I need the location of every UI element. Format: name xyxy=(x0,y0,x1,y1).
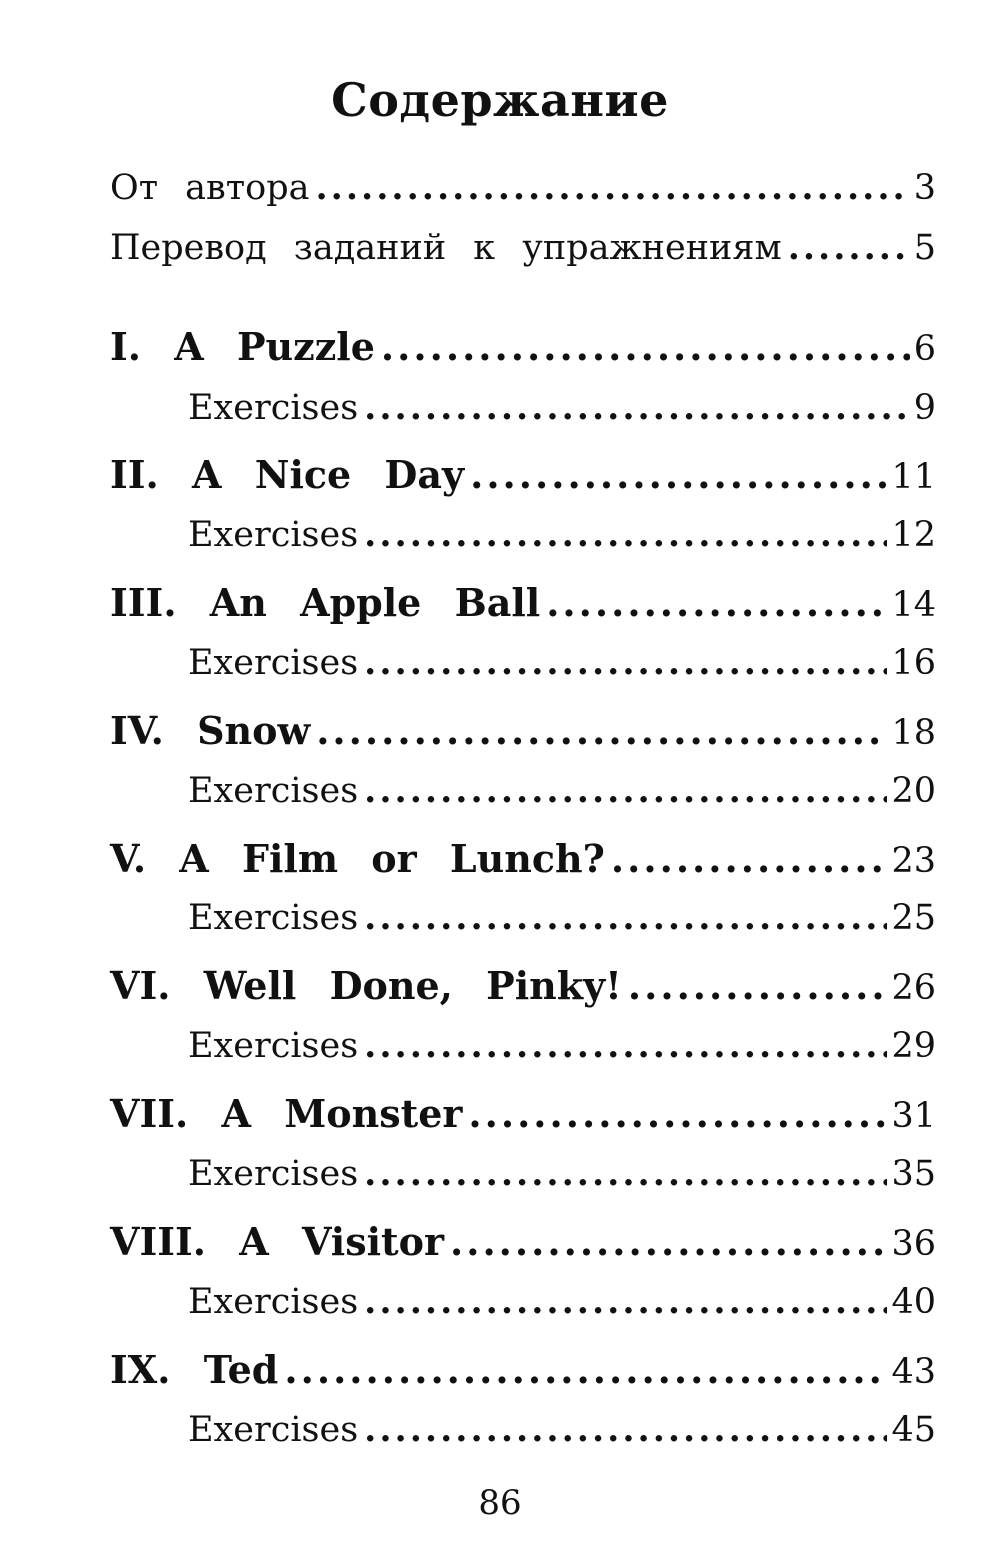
toc-chapter-4[interactable] xyxy=(110,708,936,758)
toc-chapter-title: VI. Well Done, Pinky! xyxy=(110,963,622,1008)
toc-chapter-1[interactable] xyxy=(110,324,936,374)
toc-chapter-title: IX. Ted xyxy=(110,1347,279,1392)
dot-leader xyxy=(316,708,887,753)
toc-exercises-page: 35 xyxy=(891,1154,936,1194)
toc-exercises-2[interactable] xyxy=(188,514,936,564)
toc-exercises-page: 12 xyxy=(891,515,936,555)
toc-chapter-9[interactable] xyxy=(110,1347,936,1397)
toc-exercises-5[interactable] xyxy=(188,897,936,947)
toc-chapter-page: 6 xyxy=(913,329,936,369)
dot-leader xyxy=(628,963,888,1008)
toc-chapter-page: 23 xyxy=(891,841,936,881)
toc-exercises-page: 9 xyxy=(913,388,936,428)
toc-exercises-title: Exercises xyxy=(188,1282,359,1322)
dot-leader xyxy=(364,897,887,938)
toc-chapter-title: VIII. A Visitor xyxy=(110,1219,444,1264)
toc-exercises-page: 20 xyxy=(891,771,936,811)
toc-exercises-page: 45 xyxy=(891,1410,936,1450)
toc-chapter-title: II. A Nice Day xyxy=(110,452,465,497)
toc-chapter-title: V. A Film or Lunch? xyxy=(110,836,605,881)
toc-exercises-title: Exercises xyxy=(188,771,359,811)
toc-chapter-page: 26 xyxy=(891,968,936,1008)
toc-chapter-title: III. An Apple Ball xyxy=(110,580,541,625)
toc-exercises-9[interactable] xyxy=(188,1409,936,1459)
dot-leader xyxy=(364,1025,887,1066)
dot-leader xyxy=(364,1281,887,1322)
toc-chapter-title: IV. Snow xyxy=(110,708,311,753)
dot-leader xyxy=(470,452,887,497)
toc-chapter-5[interactable] xyxy=(110,836,936,886)
toc-chapter-page: 11 xyxy=(891,457,936,497)
toc-chapter-page: 43 xyxy=(891,1352,936,1392)
toc-exercises-8[interactable] xyxy=(188,1281,936,1331)
dot-leader xyxy=(364,642,887,683)
toc-chapter-title: VII. A Monster xyxy=(110,1091,463,1136)
toc-chapter-title: I. A Puzzle xyxy=(110,324,375,369)
toc-exercises-4[interactable] xyxy=(188,770,936,820)
toc-entry-translation[interactable] xyxy=(110,227,936,277)
toc-chapter-8[interactable] xyxy=(110,1219,936,1269)
toc-chapter-page: 31 xyxy=(891,1096,936,1136)
dot-leader xyxy=(381,324,910,369)
toc-exercises-page: 40 xyxy=(891,1282,936,1322)
page-title: Содержание xyxy=(331,73,669,127)
toc-chapter-page: 36 xyxy=(891,1224,936,1264)
toc-exercises-7[interactable] xyxy=(188,1153,936,1203)
toc-exercises-title: Exercises xyxy=(188,1410,359,1450)
toc-exercises-3[interactable] xyxy=(188,642,936,692)
toc-exercises-1[interactable] xyxy=(188,387,936,437)
toc-exercises-title: Exercises xyxy=(188,1154,359,1194)
toc-exercises-title: Exercises xyxy=(188,1026,359,1066)
toc-entry-title: Перевод заданий к упражнениям xyxy=(110,228,782,268)
dot-leader xyxy=(364,387,910,428)
dot-leader xyxy=(364,514,887,555)
dot-leader xyxy=(284,1347,887,1392)
toc-exercises-page: 29 xyxy=(891,1026,936,1066)
toc-entry-page: 5 xyxy=(913,228,936,268)
dot-leader xyxy=(364,1409,887,1450)
toc-chapter-6[interactable] xyxy=(110,963,936,1013)
toc-exercises-page: 25 xyxy=(891,898,936,938)
toc-exercises-title: Exercises xyxy=(188,643,359,683)
toc-exercises-title: Exercises xyxy=(188,898,359,938)
toc-entry-page: 3 xyxy=(913,168,936,208)
toc-entry-from-author[interactable] xyxy=(110,167,936,217)
dot-leader xyxy=(611,836,888,881)
dot-leader xyxy=(468,1091,887,1136)
dot-leader xyxy=(450,1219,887,1264)
toc-entry-title: От автора xyxy=(110,168,310,208)
dot-leader xyxy=(364,1153,887,1194)
dot-leader xyxy=(788,227,910,268)
dot-leader xyxy=(364,770,887,811)
dot-leader xyxy=(315,167,909,208)
toc-exercises-6[interactable] xyxy=(188,1025,936,1075)
dot-leader xyxy=(546,580,887,625)
toc-exercises-page: 16 xyxy=(891,643,936,683)
page-number: 86 xyxy=(478,1483,522,1523)
toc-exercises-title: Exercises xyxy=(188,388,359,428)
toc-chapter-2[interactable] xyxy=(110,452,936,502)
toc-exercises-title: Exercises xyxy=(188,515,359,555)
toc-chapter-3[interactable] xyxy=(110,580,936,630)
toc-chapter-7[interactable] xyxy=(110,1091,936,1141)
toc-chapter-page: 14 xyxy=(891,585,936,625)
toc-chapter-page: 18 xyxy=(891,713,936,753)
